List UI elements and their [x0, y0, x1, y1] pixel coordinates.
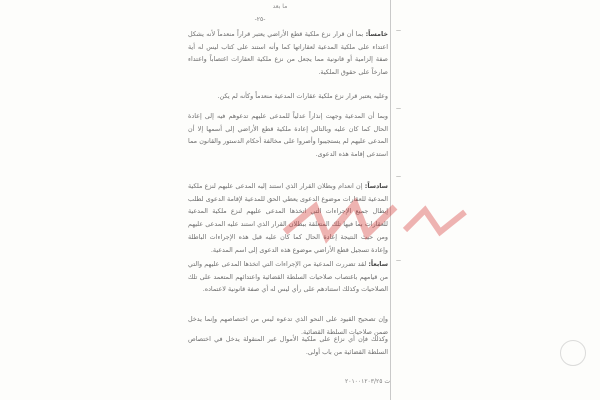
paragraph-fifth-notice	[188, 110, 388, 170]
clause-title: سادساً:	[364, 182, 388, 190]
logo-watermark	[275, 192, 475, 247]
margin-mark: —	[396, 106, 401, 112]
clause-text: وكذلك فإن أي نزاع على ملكية الأموال غير المنقولة يدخل في اختصاص السلطة القضائية من باب أولى.	[188, 335, 388, 356]
watermark-stroke	[285, 204, 395, 237]
clause-text: إن انعدام وبطلان القرار الذي استند إليه المدعى عليهم لنزع ملكية المدعية للعقارات موضوع الدعوى يعطي الحق للمدعية لإقامة الدعوى لطلب إبطال جميع الإجراءات التي اتخذها المدعى عليهم لنزع ملكية المدعية للعقارات بما فيها تلك المتعلقة ببطلان القرار الذي استند عليه المدعى عليهم ومن حيث النتيجة إعادة الحال كما كان عليه قبل هذه الإجراءات الباطلة وإعادة تسجيل قطع الأراضي موضوع هذه الدعوى إلى اسم المدعية.	[188, 182, 388, 254]
clause-text: لقد تضررت المدعية من الإجراءات التي اتخذها المدعى عليهم والتي من قيامهم باغتصاب صلاحيات السلطة القضائية واعتدائهم المتعمد على تلك الصلاحيات وكذلك استنادهم على رأي ليس له أي صفة قانونية لاعتماده.	[188, 260, 388, 294]
page-header: ما بعد	[272, 3, 288, 10]
margin-mark: —	[396, 28, 401, 34]
paragraph-seventh-jurisdiction	[188, 333, 388, 366]
document-reference: ت ٢٠١٠٠١٢٠٣/٢٥	[345, 378, 391, 385]
paragraph-seventh-correction	[188, 313, 388, 336]
clause-text: بما أن قرار نزع ملكية قطع الأراضي يعتبر قراراً منعدماً لأنه يشكل اعتداء على ملكية المدعية لعقاراتها كما وأنه استند على كتاب ليس له أية صفة إلزامية أو قانونية مما يجعل من نزع ملكية العقارات اغتصاباً واعتداء صارخاً على حقوق الملكية.	[188, 30, 388, 77]
circular-stamp	[560, 340, 586, 366]
clause-title: سابعاً:	[368, 260, 388, 268]
page-number: -٢٥-	[254, 16, 266, 23]
margin-mark: —	[396, 174, 401, 180]
paragraph-fifth	[188, 28, 388, 90]
watermark-stroke	[405, 210, 465, 232]
paragraph-seventh	[188, 258, 388, 313]
clause-title: خامساً:	[365, 30, 388, 38]
clause-text: وإن تصحيح القيود على النحو الذي تدعوه ليس من اختصاصهم وإنما يدخل ضمن صلاحيات السلطة القضائية.	[188, 315, 388, 336]
margin-mark: —	[396, 258, 401, 264]
clause-text: وبما أن المدعية وجهت إنذاراً عدلياً للمدعى عليهم تدعوهم فيه إلى إعادة الحال كما كان عليه وبالتالي إعادة ملكية قطع الأراضي إلى أسمها إلا أن المدعى عليهم لم يستجيبوا وأصروا على مخالفة أحكام الدستور والقانون مما استدعى إقامة هذه الدعوى.	[188, 112, 388, 159]
clause-text: وعليه يعتبر قرار نزع ملكية عقارات المدعية منعدماً وكأنه لم يكن.	[217, 92, 388, 100]
